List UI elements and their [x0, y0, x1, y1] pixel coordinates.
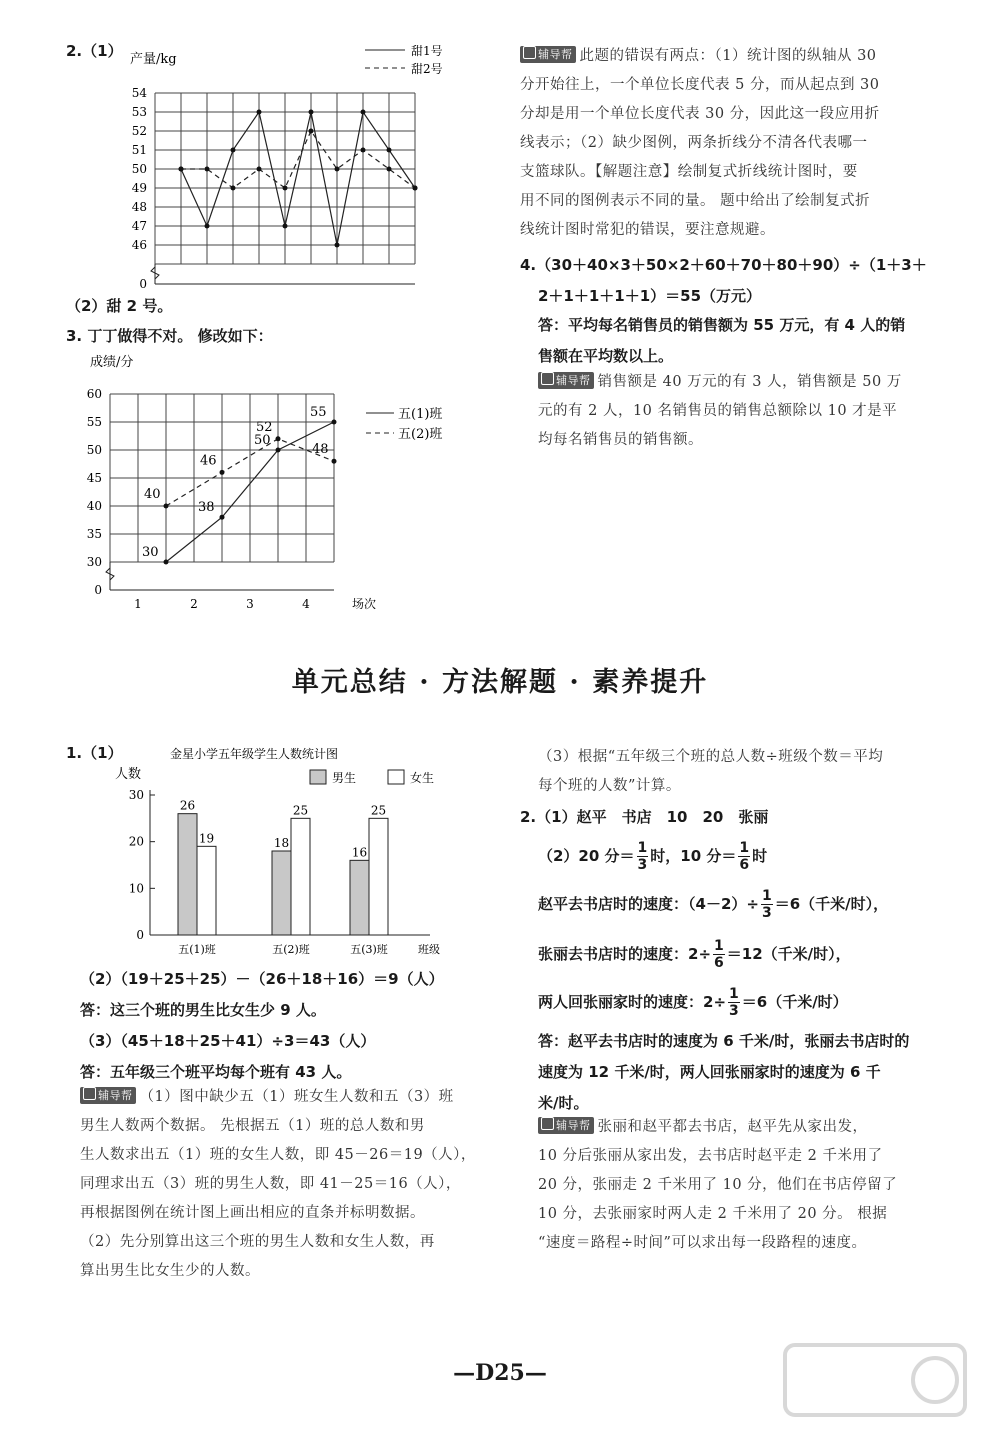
- y-tick-label: 30: [86, 555, 102, 569]
- legend-label: 五(1)班: [398, 407, 443, 422]
- y-tick-label: 55: [86, 415, 102, 429]
- page-number: —D25—: [453, 1360, 547, 1386]
- y-tick-label: 50: [86, 443, 102, 457]
- bar-男生: [178, 814, 197, 935]
- y-tick-label: 0: [94, 583, 102, 597]
- y-tick-label: 10: [128, 881, 144, 896]
- data-point: [332, 420, 337, 425]
- q2-part2: （2）甜 2 号。: [66, 297, 173, 315]
- data-point: [231, 148, 236, 153]
- data-point: [276, 436, 281, 441]
- fraction: $\frac{1}{3}$: [761, 888, 772, 921]
- speed-zhangli: 张丽去书店时的速度：2÷ $\frac{1}{6}$ ＝12（千米/时），: [538, 938, 851, 971]
- bar-value-label: 25: [292, 803, 309, 818]
- helper-icon: [541, 372, 554, 385]
- bar-value-label: 19: [198, 831, 215, 846]
- bar-女生: [291, 818, 310, 935]
- y-axis-label: 成绩/分: [90, 355, 134, 370]
- helper-tag: 辅导帮: [538, 372, 594, 389]
- legend-label: 甜2号: [411, 62, 443, 76]
- y-tick-label: 52: [131, 124, 147, 138]
- bar-女生: [369, 818, 388, 935]
- data-point: [361, 110, 366, 115]
- yield-line-chart: [110, 45, 490, 290]
- legend-label: 甜1号: [411, 45, 443, 58]
- fraction: $\frac{1}{6}$: [714, 938, 724, 971]
- note-5: 辅导帮 张丽和赵平都去书店，赵平先从家出发， 10 分后张丽从家出发，去书店时赵平走 2 千米用了 20 分，张丽走 2 千米用了 10 分，他们在书店停留了 10 分，去张丽家时两人走 2 千米用了 20 分。 根据 “速度＝路程÷时间”可以求出每一段路程的速度。: [538, 1119, 898, 1251]
- data-point: [283, 224, 288, 229]
- x-tick-label: 3: [246, 597, 254, 611]
- bar-男生: [272, 851, 291, 935]
- y-tick-label: 35: [86, 527, 102, 541]
- y-tick-label: 50: [131, 162, 147, 176]
- series-line-甜2号: [181, 131, 415, 188]
- y-tick-label: 0: [136, 928, 144, 942]
- data-label: 55: [310, 405, 327, 420]
- bar-value-label: 26: [179, 798, 196, 813]
- data-point: [332, 459, 337, 464]
- helper-icon: [523, 46, 536, 59]
- q2-answer-1: 2.（1）赵平 书店 10 20 张丽: [520, 808, 769, 826]
- y-tick-label: 47: [131, 219, 147, 233]
- y-tick-label: 54: [131, 86, 147, 100]
- speed-return: 两人回张丽家时的速度：2÷ $\frac{1}{3}$ ＝6（千米/时）: [538, 986, 848, 1019]
- bar-value-label: 18: [273, 836, 290, 850]
- speed-zhaoping: 赵平去书店时的速度：（4－2）÷ $\frac{1}{3}$ ＝6（千米/时），: [538, 888, 889, 921]
- q1-label: 1.（1）: [66, 744, 123, 762]
- helper-icon: [541, 1117, 554, 1130]
- data-label: 48: [312, 442, 329, 458]
- x-tick-label: 五(2)班: [272, 943, 310, 956]
- y-tick-label: 60: [86, 387, 102, 401]
- data-point: [387, 167, 392, 172]
- section-title: 单元总结 · 方法解题 · 素养提升: [291, 667, 709, 698]
- fraction: $\frac{1}{6}$: [739, 840, 750, 873]
- legend-label: 男生: [332, 771, 357, 785]
- y-tick-label: 45: [86, 471, 102, 485]
- x-tick-label: 4: [302, 597, 310, 611]
- bar-value-label: 16: [351, 845, 368, 860]
- data-point: [361, 148, 366, 153]
- bar-男生: [350, 860, 369, 935]
- q4-answer: 答：平均每名销售员的销售额为 55 万元，有 4 人的销 售额在平均数以上。: [538, 316, 906, 365]
- y-tick-label: 49: [131, 181, 147, 195]
- data-point: [257, 110, 262, 115]
- data-point: [220, 470, 225, 475]
- x-axis-label: [418, 289, 454, 290]
- legend-swatch: [310, 770, 326, 784]
- x-tick-label: 五(1)班: [178, 943, 216, 956]
- legend-swatch: [388, 770, 404, 784]
- q2-label: 2.（1）: [66, 42, 123, 60]
- y-tick-label: 51: [131, 143, 147, 157]
- y-axis-label: 产量/kg: [130, 52, 177, 67]
- students-bar-chart: [110, 740, 470, 962]
- chart-title: 金星小学五年级学生人数统计图: [170, 747, 339, 761]
- x-tick-label: 五(3)班: [350, 943, 388, 956]
- data-label: 50: [254, 433, 271, 448]
- legend-label: 女生: [410, 771, 435, 785]
- score-line-chart: [80, 350, 480, 615]
- y-tick-label: 30: [128, 788, 144, 802]
- helper-tag: 辅导帮: [520, 46, 576, 63]
- y-tick-label: 20: [128, 834, 144, 849]
- q1-solutions: （2）（19＋25＋25）－（26＋18＋16）＝9（人） 答：这三个班的男生比女生少 9 人。 （3）（45＋18＋25＋41）÷3＝43（人） 答：五年级三个班平均每个班有 43 人。: [80, 970, 444, 1081]
- data-label: 40: [144, 487, 161, 502]
- data-point: [257, 167, 262, 172]
- y-axis-label: 人数: [115, 767, 142, 782]
- x-tick-label: 1: [134, 597, 142, 611]
- y-tick-label: 46: [131, 238, 147, 252]
- q2-answer-2: （2）20 分＝ $\frac{1}{3}$ 时，10 分＝ $\frac{1}{6}$ 时: [538, 840, 768, 873]
- data-point: [413, 186, 418, 191]
- data-label: 46: [200, 453, 217, 469]
- fraction: $\frac{1}{3}$: [729, 986, 739, 1019]
- bar-value-label: 25: [370, 803, 387, 818]
- data-point: [283, 186, 288, 191]
- helper-tag: 辅导帮: [80, 1087, 136, 1104]
- bar-女生: [197, 846, 216, 935]
- note-3: 辅导帮 （1）图中缺少五（1）班女生人数和五（3）班 男生人数两个数据。 先根据五（1）班的总人数和男 生人数求出五（1）班的女生人数，即 45－26＝19（人）， 同理求出五（3）班的男生人数，即 41－25＝16（人）， 再根据图例在统计图上画出相应的直条并标明数据。 （2）先分别算出这三个班的男生人数和女生人数，再 算出男生比女生少的人数。: [80, 1089, 476, 1279]
- note-2: 辅导帮 销售额是 40 万元的有 3 人，销售额是 50 万 元的有 2 人，10 名销售员的销售总额除以 10 才是平 均每名销售员的销售额。: [538, 374, 902, 448]
- watermark-logo-icon: [775, 1335, 975, 1425]
- data-point: [335, 243, 340, 248]
- data-point: [164, 504, 169, 509]
- data-point: [309, 129, 314, 134]
- data-label: 30: [142, 545, 159, 560]
- data-point: [220, 515, 225, 520]
- data-label: 38: [198, 500, 215, 516]
- data-label: 52: [256, 419, 273, 435]
- x-tick-label: 2: [190, 597, 198, 611]
- y-tick-label: 48: [131, 200, 147, 214]
- data-point: [335, 167, 340, 172]
- helper-icon: [83, 1087, 96, 1100]
- q4-equation: 4.（30＋40×3＋50×2＋60＋70＋80＋90）÷（1＋3＋ 2＋1＋1＋1＋1）＝55（万元）: [520, 256, 927, 305]
- x-axis-label: 场次: [352, 597, 377, 611]
- note-4: （3）根据“五年级三个班的总人数÷班级个数＝平均 每个班的人数”计算。: [538, 749, 884, 794]
- data-point: [309, 110, 314, 115]
- y-tick-label: 0: [139, 277, 147, 290]
- y-tick-label: 40: [86, 499, 102, 513]
- fraction: $\frac{1}{3}$: [637, 840, 648, 873]
- data-point: [387, 148, 392, 153]
- data-point: [205, 167, 210, 172]
- helper-tag: 辅导帮: [538, 1117, 594, 1134]
- legend-label: 五(2)班: [398, 427, 443, 442]
- y-tick-label: 53: [131, 105, 147, 119]
- data-point: [164, 560, 169, 565]
- data-point: [231, 186, 236, 191]
- data-point: [276, 448, 281, 453]
- data-point: [205, 224, 210, 229]
- q2-final-answer: 答：赵平去书店时的速度为 6 千米/时，张丽去书店时的 速度为 12 千米/时，两人回张丽家时的速度为 6 千 米/时。: [538, 1032, 910, 1112]
- series-line-甜1号: [181, 112, 415, 245]
- x-axis-label: 班级: [418, 943, 440, 956]
- data-point: [179, 167, 184, 172]
- q3-label: 3. 丁丁做得不对。 修改如下：: [66, 327, 273, 345]
- note-1: 辅导帮 此题的错误有两点：（1）统计图的纵轴从 30 分开始往上，一个单位长度代表 5 分，而从起点到 30 分却是用一个单位长度代表 30 分，因此这一段应用折 线表示；（2）缺少图例，两条折线分不清各代表哪一 支篮球队。【解题注意】绘制复式折线统计图时，要 用不同的图例表示不同的量。 题中给出了绘制复式折 线统计图时常犯的错误，要注意规避。: [520, 48, 880, 238]
